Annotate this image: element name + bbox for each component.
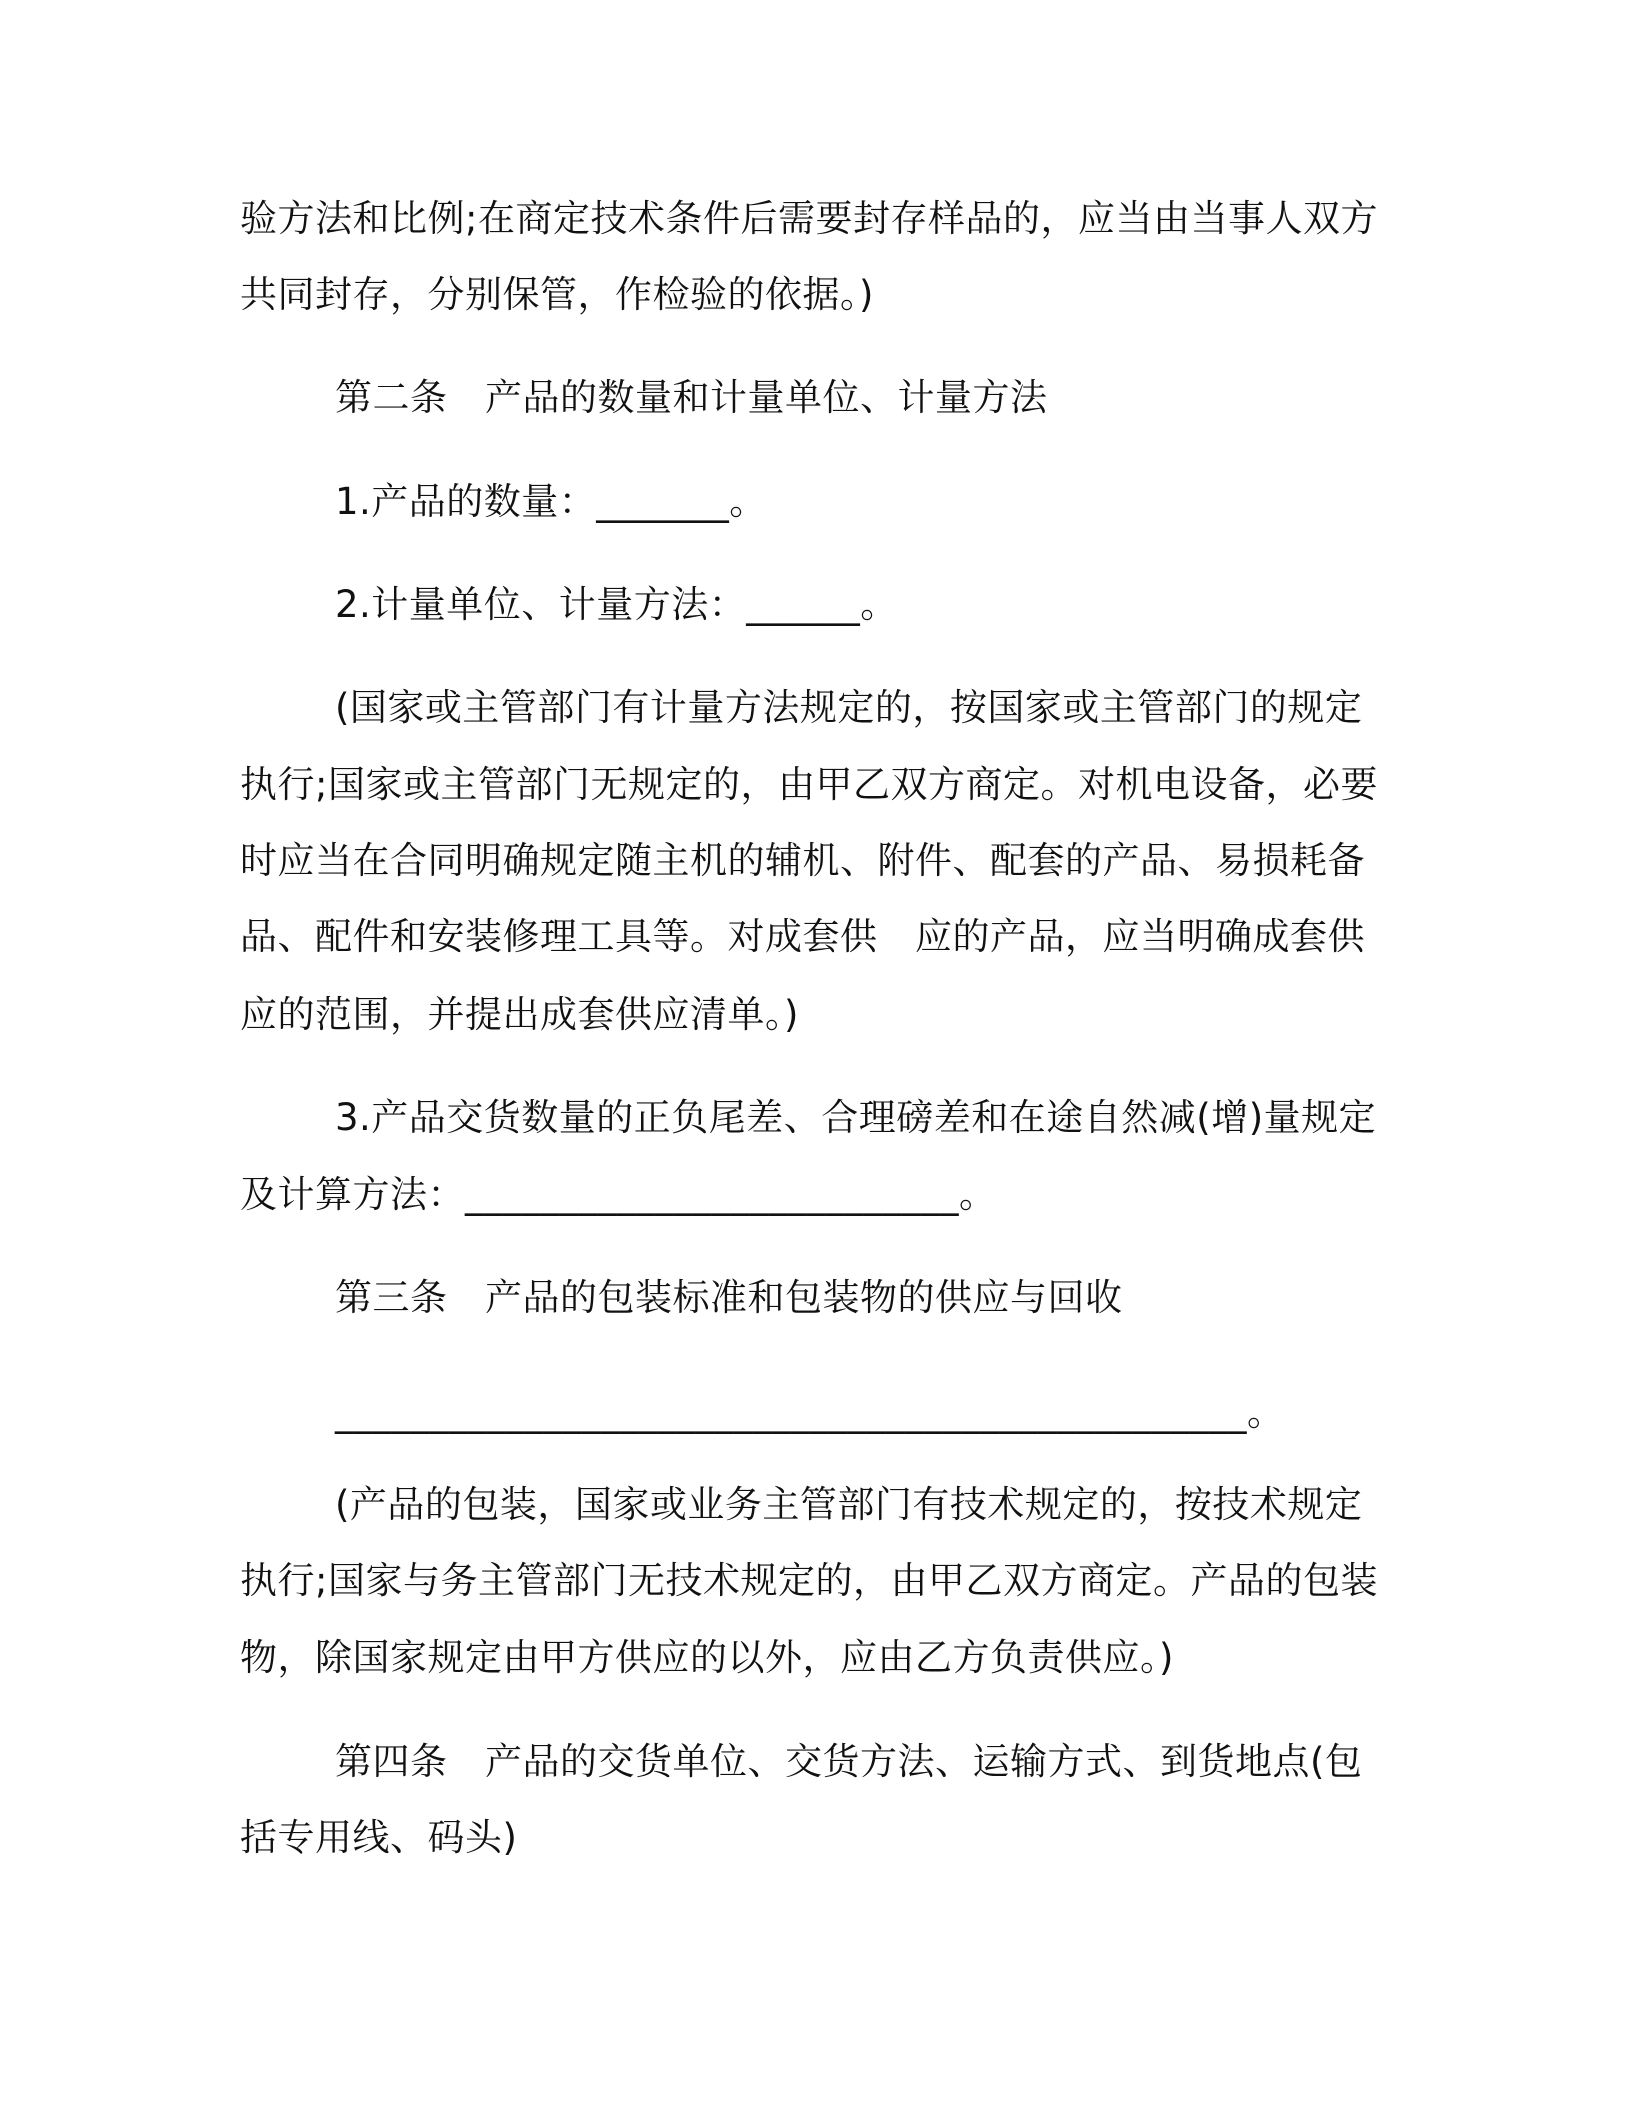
- text-line: 时应当在合同明确规定随主机的辅机、附件、配套的产品、易损耗备: [240, 839, 1365, 882]
- article-4-heading: 第四条 产品的交货单位、交货方法、运输方式、到货地点(包: [335, 1740, 1363, 1783]
- article-2-heading: 第二条 产品的数量和计量单位、计量方法: [335, 376, 1048, 419]
- article-3-heading: 第三条 产品的包装标准和包装物的供应与回收: [335, 1276, 1123, 1319]
- text-line: 执行;国家或主管部门无规定的，由甲乙双方商定。对机电设备，必要: [240, 763, 1378, 806]
- text-line: 共同封存，分别保管，作检验的依据。): [240, 273, 874, 316]
- measurement-item: 2.计量单位、计量方法：______。: [335, 583, 898, 626]
- text-line: (国家或主管部门有计量方法规定的，按国家或主管部门的规定: [335, 686, 1363, 729]
- blank-fill-line: ________________________________________________。: [335, 1391, 1285, 1434]
- text-line: 括专用线、码头): [240, 1816, 518, 1859]
- text-line: 验方法和比例;在商定技术条件后需要封存样品的，应当由当事人双方: [240, 197, 1378, 240]
- quantity-item: 1.产品的数量：_______。: [335, 480, 767, 523]
- text-line: (产品的包装，国家或业务主管部门有技术规定的，按技术规定: [335, 1483, 1363, 1526]
- text-line: 执行;国家与务主管部门无技术规定的，由甲乙双方商定。产品的包装: [240, 1559, 1378, 1602]
- text-line: 品、配件和安装修理工具等。对成套供 应的产品，应当明确成套供: [240, 915, 1365, 958]
- text-line: 应的范围，并提出成套供应清单。): [240, 993, 799, 1036]
- text-line: 及计算方法：__________________________。: [240, 1173, 997, 1216]
- text-line: 3.产品交货数量的正负尾差、合理磅差和在途自然减(增)量规定: [335, 1096, 1377, 1139]
- text-line: 物，除国家规定由甲方供应的以外，应由乙方负责供应。): [240, 1636, 1174, 1679]
